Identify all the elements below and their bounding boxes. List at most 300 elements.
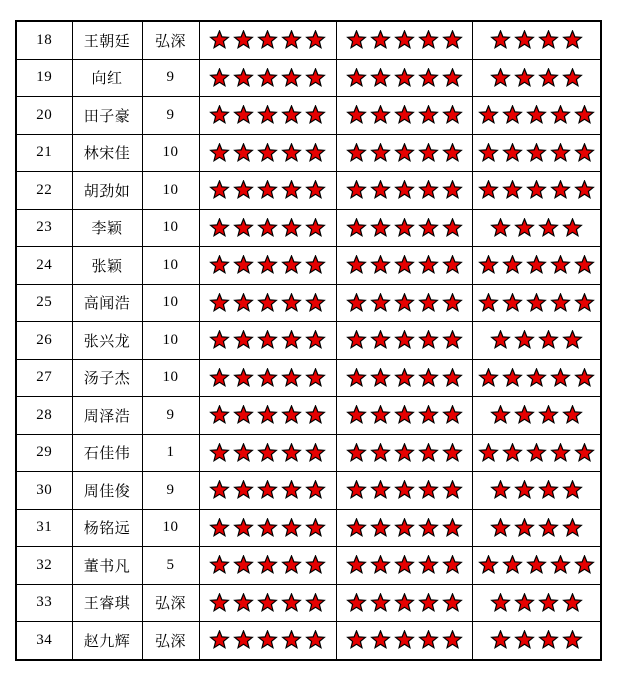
row-number-cell — [16, 97, 72, 135]
star-rating — [473, 143, 601, 163]
student-name-cell-text: 张兴龙 — [83, 333, 131, 350]
star-icon — [478, 293, 499, 313]
row-number-cell-text: 18 — [36, 31, 53, 48]
star-icon — [370, 68, 391, 88]
star-icon — [442, 518, 463, 538]
star-icon — [562, 630, 583, 650]
star-icon — [281, 293, 302, 313]
star-icon — [370, 405, 391, 425]
rating-cell-2 — [336, 547, 472, 585]
star-icon — [478, 255, 499, 275]
row-number-cell — [16, 397, 72, 435]
star-rating — [473, 68, 601, 88]
row-number-cell — [16, 509, 72, 547]
star-icon — [209, 68, 230, 88]
star-icon — [346, 405, 367, 425]
student-name-cell — [72, 21, 142, 59]
rating-cell-2 — [336, 584, 472, 622]
star-rating — [200, 630, 336, 650]
star-rating — [200, 330, 336, 350]
star-icon — [478, 443, 499, 463]
class-value-cell — [142, 397, 199, 435]
star-icon — [305, 330, 326, 350]
star-icon — [394, 368, 415, 388]
star-icon — [209, 518, 230, 538]
star-icon — [442, 30, 463, 50]
table-row — [16, 172, 601, 210]
star-icon — [394, 30, 415, 50]
star-icon — [281, 405, 302, 425]
student-name-cell-text: 汤子杰 — [83, 371, 131, 388]
rating-cell-3 — [472, 322, 601, 360]
rating-cell-1 — [199, 209, 336, 247]
star-icon — [394, 555, 415, 575]
row-number-cell — [16, 434, 72, 472]
student-name-cell — [72, 284, 142, 322]
rating-cell-3 — [472, 547, 601, 585]
star-icon — [209, 293, 230, 313]
star-icon — [538, 405, 559, 425]
table-row — [16, 97, 601, 135]
star-icon — [233, 555, 254, 575]
star-icon — [305, 293, 326, 313]
class-value-cell — [142, 584, 199, 622]
star-icon — [550, 443, 571, 463]
star-icon — [370, 180, 391, 200]
rating-table — [15, 20, 602, 661]
star-icon — [574, 180, 595, 200]
star-icon — [442, 218, 463, 238]
star-icon — [562, 218, 583, 238]
star-icon — [538, 630, 559, 650]
star-rating — [473, 180, 601, 200]
student-name-cell-text: 王睿琪 — [83, 596, 131, 613]
star-rating — [337, 443, 472, 463]
star-icon — [418, 593, 439, 613]
student-name-cell — [72, 547, 142, 585]
row-number-cell-text: 25 — [36, 294, 53, 311]
star-rating — [473, 105, 601, 125]
student-name-cell — [72, 134, 142, 172]
star-icon — [305, 30, 326, 50]
star-icon — [209, 593, 230, 613]
class-value-cell — [142, 97, 199, 135]
star-icon — [257, 593, 278, 613]
star-rating — [473, 293, 601, 313]
star-icon — [370, 105, 391, 125]
star-icon — [550, 105, 571, 125]
star-rating — [473, 630, 601, 650]
star-icon — [550, 293, 571, 313]
star-rating — [200, 143, 336, 163]
star-icon — [305, 593, 326, 613]
star-icon — [394, 480, 415, 500]
star-icon — [346, 630, 367, 650]
rating-cell-1 — [199, 59, 336, 97]
star-icon — [442, 105, 463, 125]
star-icon — [209, 405, 230, 425]
star-icon — [394, 518, 415, 538]
star-icon — [442, 555, 463, 575]
star-icon — [305, 218, 326, 238]
star-icon — [233, 218, 254, 238]
star-icon — [281, 368, 302, 388]
class-value-cell — [142, 247, 199, 285]
star-icon — [370, 255, 391, 275]
star-icon — [502, 293, 523, 313]
star-icon — [418, 443, 439, 463]
star-icon — [257, 105, 278, 125]
star-icon — [233, 405, 254, 425]
star-rating — [200, 368, 336, 388]
star-icon — [394, 293, 415, 313]
star-icon — [394, 180, 415, 200]
star-icon — [257, 143, 278, 163]
class-value-cell — [142, 209, 199, 247]
star-icon — [370, 480, 391, 500]
star-icon — [209, 218, 230, 238]
star-icon — [257, 218, 278, 238]
star-icon — [233, 293, 254, 313]
class-value-cell — [142, 134, 199, 172]
star-icon — [574, 443, 595, 463]
star-icon — [526, 180, 547, 200]
star-icon — [418, 480, 439, 500]
star-icon — [370, 330, 391, 350]
star-rating — [200, 218, 336, 238]
star-icon — [418, 293, 439, 313]
row-number-cell-text: 32 — [36, 556, 53, 573]
rating-cell-1 — [199, 134, 336, 172]
student-name-cell — [72, 322, 142, 360]
row-number-cell — [16, 59, 72, 97]
class-value-cell — [142, 547, 199, 585]
star-icon — [281, 630, 302, 650]
star-icon — [502, 105, 523, 125]
star-icon — [257, 293, 278, 313]
star-icon — [346, 105, 367, 125]
star-icon — [305, 143, 326, 163]
row-number-cell-text: 31 — [36, 519, 53, 536]
star-rating — [337, 518, 472, 538]
star-rating — [337, 480, 472, 500]
row-number-cell-text: 26 — [36, 331, 53, 348]
rating-cell-2 — [336, 359, 472, 397]
star-icon — [394, 143, 415, 163]
star-rating — [337, 293, 472, 313]
star-icon — [526, 293, 547, 313]
star-icon — [538, 330, 559, 350]
star-icon — [514, 30, 535, 50]
star-rating — [337, 593, 472, 613]
star-rating — [200, 180, 336, 200]
star-icon — [209, 143, 230, 163]
student-name-cell — [72, 584, 142, 622]
table-row — [16, 21, 601, 59]
star-rating — [473, 368, 601, 388]
star-icon — [394, 593, 415, 613]
star-icon — [514, 518, 535, 538]
class-value-cell — [142, 472, 199, 510]
star-icon — [233, 330, 254, 350]
rating-cell-2 — [336, 134, 472, 172]
student-name-cell-text: 周佳俊 — [83, 483, 131, 500]
star-icon — [281, 593, 302, 613]
rating-cell-1 — [199, 247, 336, 285]
star-icon — [442, 180, 463, 200]
star-icon — [305, 630, 326, 650]
row-number-cell-text: 27 — [36, 369, 53, 386]
star-icon — [514, 330, 535, 350]
class-value-cell-text: 弘深 — [154, 596, 186, 613]
star-icon — [526, 555, 547, 575]
star-icon — [370, 443, 391, 463]
star-rating — [200, 30, 336, 50]
star-icon — [394, 330, 415, 350]
class-value-cell — [142, 322, 199, 360]
rating-cell-1 — [199, 21, 336, 59]
rating-cell-2 — [336, 434, 472, 472]
star-icon — [281, 105, 302, 125]
star-icon — [550, 555, 571, 575]
star-icon — [209, 30, 230, 50]
class-value-cell-text: 9 — [166, 406, 175, 423]
star-icon — [281, 68, 302, 88]
star-icon — [305, 368, 326, 388]
star-icon — [442, 368, 463, 388]
star-icon — [233, 180, 254, 200]
star-rating — [337, 143, 472, 163]
rating-cell-1 — [199, 547, 336, 585]
class-value-cell-text: 5 — [166, 556, 175, 573]
table-row — [16, 359, 601, 397]
star-icon — [209, 330, 230, 350]
star-rating — [200, 480, 336, 500]
star-icon — [281, 443, 302, 463]
star-icon — [442, 443, 463, 463]
star-icon — [257, 630, 278, 650]
star-rating — [200, 593, 336, 613]
class-value-cell — [142, 59, 199, 97]
row-number-cell-text: 22 — [36, 181, 53, 198]
student-name-cell — [72, 509, 142, 547]
star-icon — [442, 405, 463, 425]
student-name-cell — [72, 434, 142, 472]
star-icon — [538, 218, 559, 238]
student-name-cell — [72, 59, 142, 97]
rating-cell-3 — [472, 584, 601, 622]
star-icon — [257, 368, 278, 388]
rating-cell-3 — [472, 134, 601, 172]
star-rating — [337, 368, 472, 388]
row-number-cell — [16, 584, 72, 622]
star-rating — [200, 405, 336, 425]
star-icon — [478, 180, 499, 200]
table-row — [16, 509, 601, 547]
star-icon — [370, 293, 391, 313]
star-icon — [370, 555, 391, 575]
star-icon — [257, 480, 278, 500]
class-value-cell-text: 10 — [162, 144, 179, 161]
star-icon — [502, 368, 523, 388]
rating-cell-2 — [336, 59, 472, 97]
star-icon — [550, 368, 571, 388]
star-rating — [473, 593, 601, 613]
star-icon — [233, 143, 254, 163]
rating-cell-2 — [336, 247, 472, 285]
star-icon — [370, 368, 391, 388]
star-icon — [574, 105, 595, 125]
rating-cell-3 — [472, 472, 601, 510]
star-icon — [281, 143, 302, 163]
star-rating — [337, 30, 472, 50]
star-rating — [473, 218, 601, 238]
rating-cell-3 — [472, 397, 601, 435]
star-rating — [200, 255, 336, 275]
rating-cell-1 — [199, 97, 336, 135]
row-number-cell-text: 19 — [36, 69, 53, 86]
star-rating — [473, 480, 601, 500]
star-icon — [305, 518, 326, 538]
rating-cell-3 — [472, 284, 601, 322]
star-icon — [526, 105, 547, 125]
star-icon — [490, 630, 511, 650]
rating-cell-3 — [472, 622, 601, 660]
star-icon — [418, 180, 439, 200]
star-icon — [346, 180, 367, 200]
star-icon — [233, 443, 254, 463]
student-name-cell-text: 董书凡 — [83, 558, 131, 575]
star-icon — [490, 518, 511, 538]
star-icon — [233, 68, 254, 88]
row-number-cell-text: 20 — [36, 106, 53, 123]
star-icon — [281, 255, 302, 275]
star-icon — [418, 255, 439, 275]
star-icon — [562, 68, 583, 88]
star-icon — [526, 255, 547, 275]
star-icon — [418, 218, 439, 238]
class-value-cell-text: 弘深 — [154, 633, 186, 650]
star-icon — [514, 480, 535, 500]
star-icon — [346, 218, 367, 238]
star-icon — [394, 68, 415, 88]
class-value-cell-text: 10 — [162, 294, 179, 311]
star-icon — [442, 593, 463, 613]
rating-cell-3 — [472, 21, 601, 59]
star-icon — [502, 180, 523, 200]
star-rating — [200, 555, 336, 575]
star-icon — [514, 593, 535, 613]
star-icon — [233, 518, 254, 538]
row-number-cell-text: 34 — [36, 631, 53, 648]
star-rating — [337, 68, 472, 88]
class-value-cell-text: 10 — [162, 331, 179, 348]
star-icon — [370, 630, 391, 650]
star-icon — [478, 143, 499, 163]
row-number-cell-text: 24 — [36, 256, 53, 273]
rating-cell-1 — [199, 284, 336, 322]
rating-cell-2 — [336, 397, 472, 435]
star-icon — [346, 368, 367, 388]
star-icon — [370, 218, 391, 238]
star-icon — [233, 368, 254, 388]
table-row — [16, 434, 601, 472]
star-icon — [305, 405, 326, 425]
star-icon — [346, 255, 367, 275]
student-name-cell — [72, 622, 142, 660]
rating-cell-1 — [199, 172, 336, 210]
rating-cell-1 — [199, 622, 336, 660]
student-name-cell — [72, 209, 142, 247]
star-icon — [418, 30, 439, 50]
star-icon — [233, 593, 254, 613]
star-icon — [209, 630, 230, 650]
class-value-cell-text: 弘深 — [154, 33, 186, 50]
star-icon — [538, 68, 559, 88]
star-icon — [502, 555, 523, 575]
star-icon — [257, 405, 278, 425]
star-rating — [473, 443, 601, 463]
star-icon — [538, 593, 559, 613]
star-icon — [370, 30, 391, 50]
star-icon — [305, 255, 326, 275]
student-name-cell-text: 王朝廷 — [83, 33, 131, 50]
star-icon — [418, 368, 439, 388]
star-icon — [442, 293, 463, 313]
row-number-cell-text: 21 — [36, 144, 53, 161]
star-icon — [490, 218, 511, 238]
star-icon — [305, 105, 326, 125]
star-icon — [418, 630, 439, 650]
rating-cell-1 — [199, 509, 336, 547]
star-icon — [442, 143, 463, 163]
star-icon — [257, 68, 278, 88]
star-icon — [562, 330, 583, 350]
star-rating — [337, 218, 472, 238]
class-value-cell-text: 10 — [162, 181, 179, 198]
star-icon — [562, 593, 583, 613]
star-icon — [562, 405, 583, 425]
row-number-cell — [16, 322, 72, 360]
student-name-cell-text: 张颖 — [91, 258, 123, 275]
star-icon — [257, 443, 278, 463]
star-icon — [305, 555, 326, 575]
star-icon — [418, 405, 439, 425]
table-row — [16, 284, 601, 322]
class-value-cell-text: 9 — [166, 106, 175, 123]
class-value-cell-text: 10 — [162, 369, 179, 386]
row-number-cell — [16, 172, 72, 210]
star-rating — [473, 330, 601, 350]
table-row — [16, 584, 601, 622]
star-icon — [346, 330, 367, 350]
rating-cell-1 — [199, 584, 336, 622]
star-icon — [394, 405, 415, 425]
star-rating — [200, 443, 336, 463]
star-icon — [418, 330, 439, 350]
star-icon — [562, 30, 583, 50]
star-icon — [281, 330, 302, 350]
star-icon — [478, 105, 499, 125]
table-row — [16, 547, 601, 585]
rating-cell-1 — [199, 472, 336, 510]
rating-cell-3 — [472, 209, 601, 247]
star-icon — [281, 218, 302, 238]
row-number-cell — [16, 247, 72, 285]
star-icon — [562, 480, 583, 500]
student-name-cell-text: 李颖 — [91, 221, 123, 238]
student-name-cell — [72, 397, 142, 435]
